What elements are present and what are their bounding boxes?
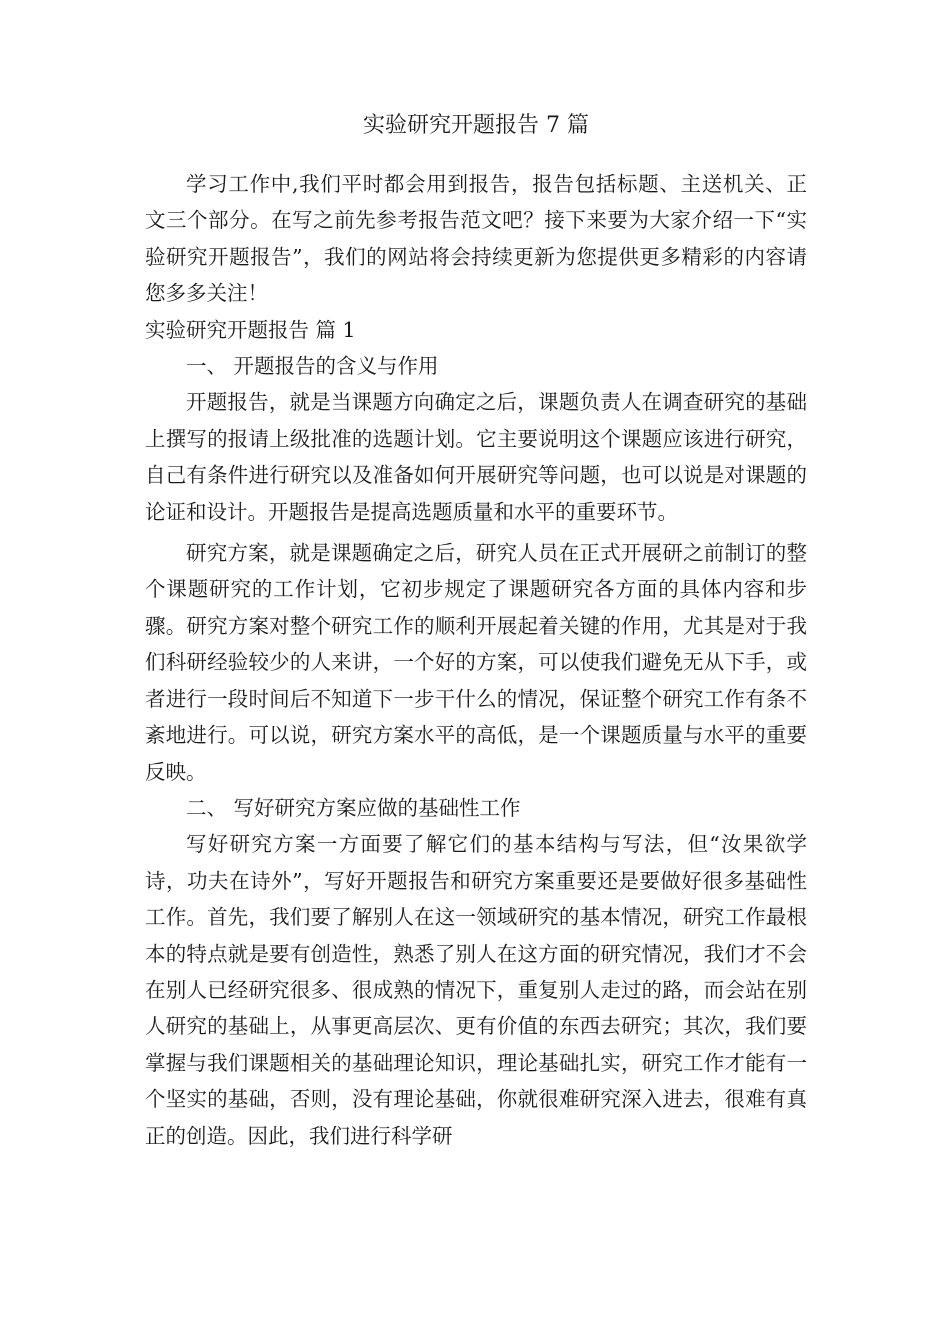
heading-2: 二、 写好研究方案应做的基础性工作 [186, 795, 521, 820]
heading-1: 一、 开题报告的含义与作用 [186, 354, 439, 379]
paragraph-3: 写好研究方案一方面要了解它们的基本结构与写法，但“汝果欲学诗，功夫在诗外”，写好开题报告和研究方案重要还是要做好很多基础性工作。首先，我们要了解别人在这一领域研究的基本情况，研究工作最根本的特点就是要有创造性，熟悉了别人在这方面的研究情况，我们才不会在别人已经研究很多、很成熟的情况下，重复别人走过的路，而会站在别人研究的基础上，从事更高层次、更有价值的东西去研究；其次，我们要掌握与我们课题相关的基础理论知识，理论基础扎实，研究工作才能有一个坚实的基础，否则，没有理论基础，你就很难研究深入进去，很难有真正的创造。因此，我们进行科学研 [145, 832, 807, 1148]
intro-paragraph: 学习工作中,我们平时都会用到报告，报告包括标题、主送机关、正文三个部分。在写之前先参考报告范文吧？接下来要为大家介绍一下“实验研究开题报告”，我们的网站将会持续更新为您提供更多精彩的内容请您多多关注！ [145, 172, 807, 306]
paragraph-1: 开题报告，就是当课题方向确定之后，课题负责人在调查研究的基础上撰写的报请上级批准的选题计划。它主要说明这个课题应该进行研究，自己有条件进行研究以及准备如何开展研究等问题，也可以说是对课题的论证和设计。开题报告是提高选题质量和水平的重要环节。 [145, 390, 807, 524]
document-title: 实验研究开题报告 7 篇 [363, 113, 589, 138]
section-title: 实验研究开题报告 篇 1 [145, 317, 356, 342]
document-page [145, 108, 807, 1154]
paragraph-2: 研究方案，就是课题确定之后，研究人员在正式开展研之前制订的整个课题研究的工作计划，它初步规定了课题研究各方面的具体内容和步骤。研究方案对整个研究工作的顺利开展起着关键的作用，尤其是对于我们科研经验较少的人来讲，一个好的方案，可以使我们避免无从下手，或者进行一段时间后不知道下一步干什么的情况，保证整个研究工作有条不紊地进行。可以说，研究方案水平的高低，是一个课题质量与水平的重要反映。 [145, 541, 807, 784]
